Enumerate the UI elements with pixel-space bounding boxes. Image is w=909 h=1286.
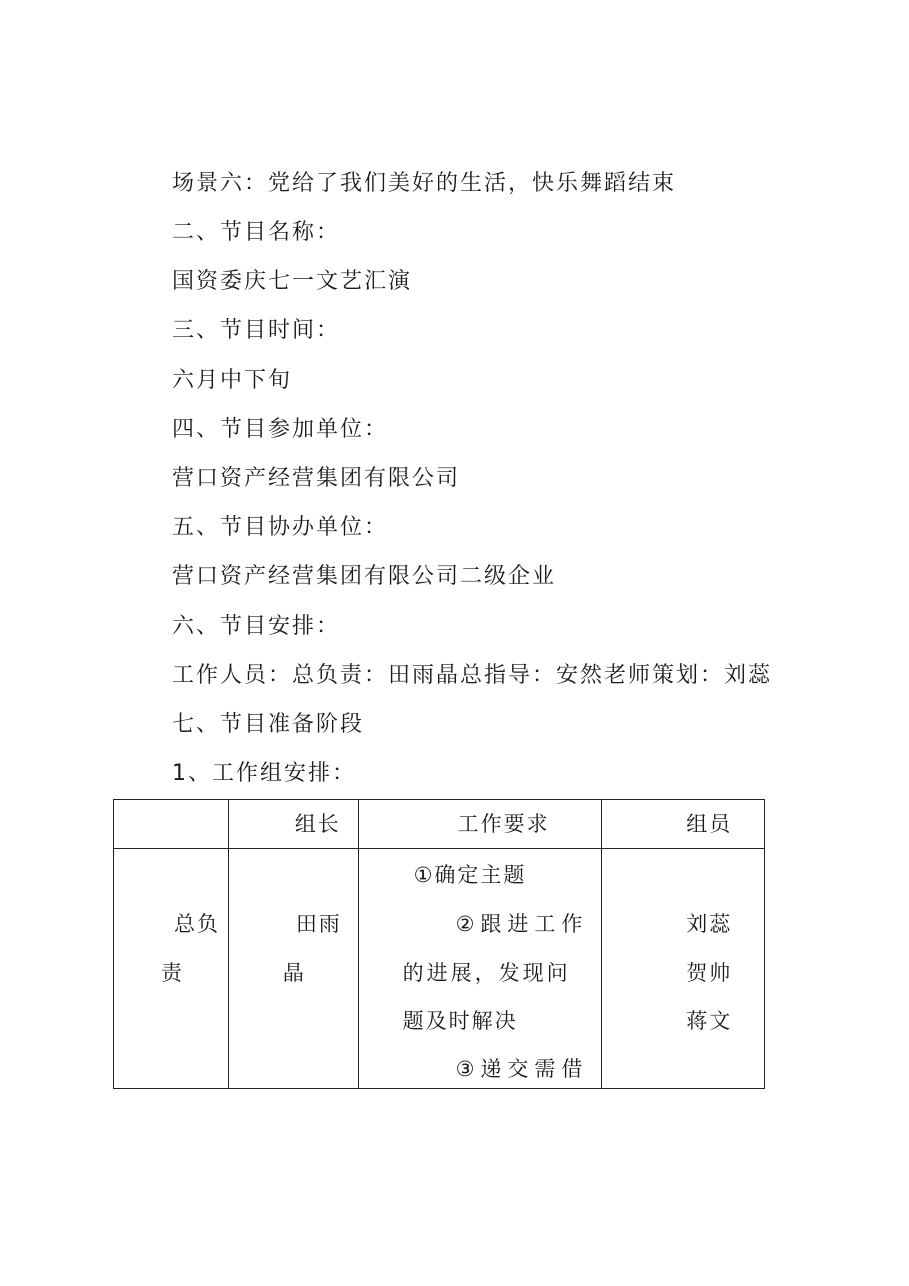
cell-leader bbox=[228, 849, 358, 1089]
table-row bbox=[114, 849, 765, 1089]
paragraph-staff: 工作人员：总负责：田雨晶总指导：安然老师策划：刘蕊 bbox=[172, 663, 773, 688]
header-cell-members bbox=[602, 800, 765, 849]
paragraph-participants: 营口资产经营集团有限公司 bbox=[172, 466, 461, 491]
member-name: 刘蕊 bbox=[686, 912, 733, 936]
leader-line: 晶 bbox=[282, 961, 306, 985]
cell-requirements bbox=[358, 849, 602, 1089]
requirement-line: 题及时解决 bbox=[402, 1009, 518, 1033]
heading-program-name: 二、节目名称： bbox=[172, 220, 341, 245]
requirement-line: ①确定主题 bbox=[413, 863, 527, 887]
paragraph-program-time: 六月中下旬 bbox=[172, 368, 293, 393]
heading-workgroup: 1、工作组安排： bbox=[172, 761, 356, 786]
workgroup-table bbox=[113, 799, 765, 1089]
heading-participants: 四、节目参加单位： bbox=[172, 417, 389, 442]
header-members-label: 组员 bbox=[686, 812, 733, 836]
heading-preparation: 七、节目准备阶段 bbox=[172, 712, 365, 737]
header-cell-blank bbox=[114, 800, 229, 849]
heading-arrangement: 六、节目安排： bbox=[172, 614, 341, 639]
paragraph-scene-six: 场景六：党给了我们美好的生活，快乐舞蹈结束 bbox=[172, 171, 677, 196]
member-name: 贺帅 bbox=[686, 961, 733, 985]
requirement-line: ③递交需借 bbox=[455, 1057, 589, 1081]
header-requirements-label: 工作要求 bbox=[457, 812, 550, 836]
cell-members bbox=[602, 849, 765, 1089]
role-line: 总负 bbox=[174, 912, 220, 936]
header-cell-leader bbox=[228, 800, 358, 849]
member-name: 蒋文 bbox=[686, 1009, 733, 1033]
paragraph-co-organizers: 营口资产经营集团有限公司二级企业 bbox=[172, 564, 557, 589]
heading-co-organizers: 五、节目协办单位： bbox=[172, 515, 389, 540]
header-cell-requirements bbox=[358, 800, 602, 849]
table-header-row bbox=[114, 800, 765, 849]
role-line: 责 bbox=[161, 961, 184, 985]
header-leader-label: 组长 bbox=[294, 812, 341, 836]
cell-role bbox=[114, 849, 229, 1089]
heading-program-time: 三、节目时间： bbox=[172, 318, 341, 343]
requirement-line: 的进展，发现问 bbox=[402, 961, 571, 985]
paragraph-program-name: 国资委庆七一文艺汇演 bbox=[172, 269, 413, 294]
requirement-line: ②跟进工作 bbox=[455, 912, 589, 936]
leader-line: 田雨 bbox=[295, 912, 342, 936]
